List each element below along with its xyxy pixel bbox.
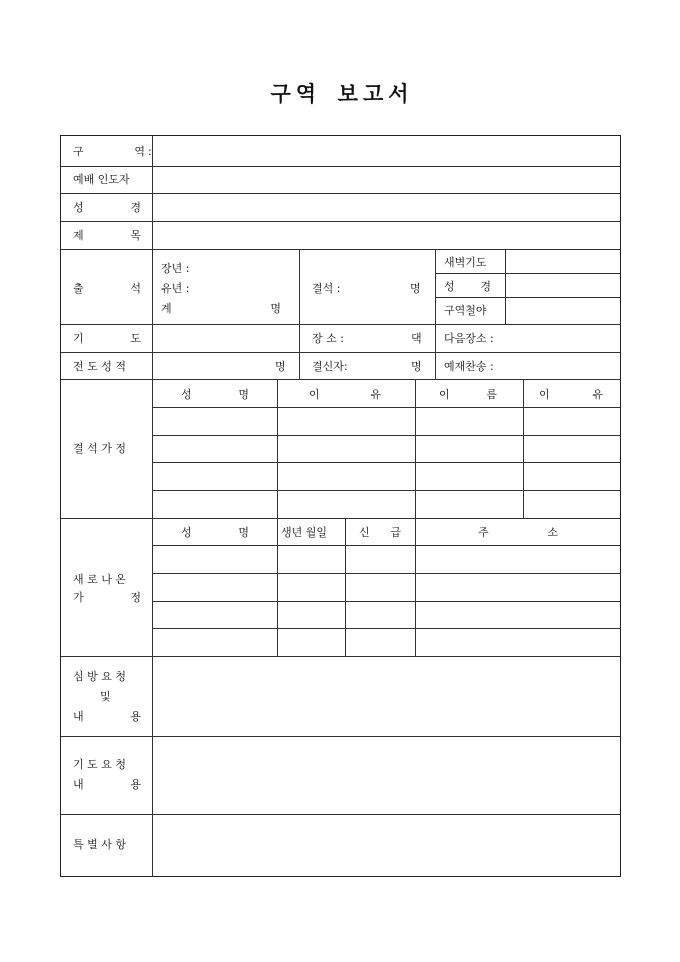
title-char: 구 xyxy=(270,81,292,106)
cell-divider xyxy=(152,490,620,491)
col-divider xyxy=(152,136,153,876)
row-divider xyxy=(61,221,620,222)
label-char: 경 xyxy=(480,280,491,293)
cell-divider xyxy=(152,545,620,546)
label-char: 석 xyxy=(130,282,141,295)
scripture-label xyxy=(73,201,141,214)
row-divider xyxy=(61,656,620,657)
place-label: 장 소 : xyxy=(312,332,344,345)
label-char: 성 xyxy=(444,280,455,293)
label-char: 주 xyxy=(478,526,489,539)
absent-count-unit: 명 xyxy=(410,282,421,295)
dawn-prayer-label: 새벽기도 xyxy=(444,256,487,269)
place-unit: 댁 xyxy=(411,332,422,345)
adult-count-label: 장년 : xyxy=(161,262,190,275)
row-divider xyxy=(61,324,620,325)
hymn-label: 예재찬송 : xyxy=(444,360,494,373)
label-char: 신 xyxy=(359,526,370,539)
label-char: 구 xyxy=(73,145,84,158)
prayer-request-label-line1: 기 도 요 청 xyxy=(73,758,126,771)
label-char: 내 xyxy=(73,710,84,723)
row-divider xyxy=(61,249,620,250)
col-divider xyxy=(435,249,436,379)
decided-label: 결신자: xyxy=(312,360,348,373)
title-char: 서 xyxy=(388,81,410,106)
label-char: 용 xyxy=(130,710,141,723)
page-title xyxy=(0,78,680,108)
new-households-label-line1: 새 로 나 온 xyxy=(73,573,126,586)
label-char: 역 xyxy=(134,145,145,158)
row-divider xyxy=(61,166,620,167)
column-header-birthdate: 생년 월일 xyxy=(281,526,328,539)
label-char: 명 xyxy=(238,526,249,539)
column-header-address xyxy=(478,526,558,539)
label-char: 유 xyxy=(370,388,381,401)
label-char: 름 xyxy=(486,388,497,401)
label-char: 목 xyxy=(130,229,141,242)
title-char: 고 xyxy=(362,81,385,106)
district-colon: : xyxy=(148,145,152,158)
label-char: 성 xyxy=(73,201,84,214)
special-notes-label: 특 별 사 항 xyxy=(73,838,126,851)
prayer-label xyxy=(73,332,141,345)
column-header-name xyxy=(181,388,249,401)
total-count-label xyxy=(161,302,281,315)
col-divider xyxy=(415,379,416,518)
cell-divider xyxy=(152,435,620,436)
overnight-prayer-label: 구역철야 xyxy=(444,304,487,317)
row-divider xyxy=(61,352,620,353)
scripture-reading-label xyxy=(444,280,491,293)
cell-divider xyxy=(152,601,620,602)
report-form xyxy=(60,135,621,877)
topic-label xyxy=(73,229,141,242)
evangelism-unit: 명 xyxy=(275,360,286,373)
label-char: 정 xyxy=(130,591,141,604)
next-place-label: 다음장소 : xyxy=(444,332,494,345)
label-char: 명 xyxy=(238,388,249,401)
row-divider xyxy=(61,736,620,737)
evangelism-label: 전 도 성 적 xyxy=(73,360,126,373)
label-char: 소 xyxy=(547,526,558,539)
title-char: 보 xyxy=(337,81,359,106)
cell-divider xyxy=(435,297,620,298)
column-header-faith-level xyxy=(359,526,401,539)
title-char: 역 xyxy=(295,81,318,106)
label-char: 유 xyxy=(592,388,603,401)
row-divider xyxy=(61,379,620,380)
youth-count-label: 유년 : xyxy=(161,282,190,295)
label-char: 내 xyxy=(73,778,84,791)
label-char: 성 xyxy=(181,526,192,539)
label-char: 이 xyxy=(309,388,320,401)
decided-unit: 명 xyxy=(411,360,422,373)
column-header-name2 xyxy=(439,388,497,401)
col-divider xyxy=(415,518,416,656)
col-divider xyxy=(345,518,346,656)
cell-divider xyxy=(152,462,620,463)
cell-divider xyxy=(152,573,620,574)
leader-label: 예배 인도자 xyxy=(73,173,130,186)
cell-divider xyxy=(152,407,620,408)
label-char: 기 xyxy=(73,332,84,345)
row-divider xyxy=(61,814,620,815)
label-char: 제 xyxy=(73,229,84,242)
district-label xyxy=(73,145,145,158)
prayer-request-label-line2 xyxy=(73,778,141,791)
column-header-reason xyxy=(309,388,381,401)
cell-divider xyxy=(152,628,620,629)
visit-request-label-line3 xyxy=(73,710,141,723)
label-char: 용 xyxy=(130,778,141,791)
column-header-name xyxy=(181,526,249,539)
label-char: 급 xyxy=(390,526,401,539)
col-divider xyxy=(277,518,278,656)
absent-households-label: 결 석 가 정 xyxy=(73,442,126,455)
attendance-label xyxy=(73,282,141,295)
column-header-reason2 xyxy=(539,388,603,401)
new-households-label-line2 xyxy=(73,591,141,604)
label-char: 경 xyxy=(130,201,141,214)
label-char: 이 xyxy=(539,388,550,401)
label-char: 계 xyxy=(161,302,172,315)
label-char: 도 xyxy=(130,332,141,345)
label-char: 이 xyxy=(439,388,450,401)
visit-request-label-line2: 및 xyxy=(100,690,111,703)
label-char: 명 xyxy=(270,302,281,315)
cell-divider xyxy=(435,273,620,274)
col-divider xyxy=(299,249,300,379)
col-divider xyxy=(277,379,278,518)
row-divider xyxy=(61,193,620,194)
row-divider xyxy=(61,518,620,519)
absent-count-label: 결석 : xyxy=(312,282,341,295)
col-divider xyxy=(523,379,524,518)
col-divider xyxy=(505,249,506,324)
label-char: 가 xyxy=(73,591,84,604)
label-char: 출 xyxy=(73,282,84,295)
visit-request-label-line1: 심 방 요 청 xyxy=(73,670,126,683)
label-char: 성 xyxy=(181,388,192,401)
